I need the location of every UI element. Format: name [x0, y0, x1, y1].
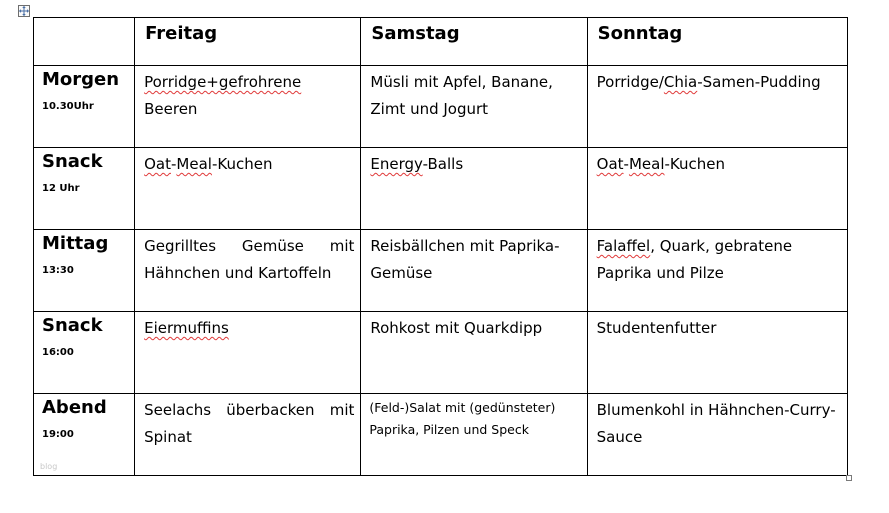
menu-cell-sonntag[interactable] [587, 230, 847, 312]
header-cell-freitag[interactable] [135, 18, 361, 66]
table-move-handle-icon[interactable] [18, 5, 30, 17]
menu-text-part: - [623, 155, 629, 173]
menu-text [588, 66, 847, 96]
menu-text-rest: -Samen-Pudding [697, 73, 821, 91]
menu-cell-samstag[interactable] [361, 230, 587, 312]
table-row [34, 148, 848, 230]
table-resize-handle[interactable] [846, 475, 852, 481]
meal-plan-table [33, 17, 848, 476]
menu-text-rest: Beeren [144, 100, 198, 118]
menu-text-rest: -Balls [422, 155, 464, 173]
menu-cell-freitag[interactable] [135, 230, 361, 312]
menu-text: Blumenkohl in Hähnchen-Curry-Sauce [596, 401, 836, 446]
menu-text: (Feld-)Salat mit (gedünsteter) Paprika, Pilzen und Speck [369, 400, 556, 437]
menu-text [135, 66, 360, 123]
meal-cell[interactable] [34, 148, 135, 230]
menu-text-rest: -Kuchen [664, 155, 725, 173]
menu-text-part: - [171, 155, 177, 173]
menu-text: Seelachs überbacken mit Spinat [144, 401, 355, 446]
meal-cell[interactable] [34, 66, 135, 148]
header-cell-samstag[interactable] [361, 18, 587, 66]
header-cell-empty[interactable] [34, 18, 135, 66]
spellcheck-word: Meal [628, 155, 665, 173]
spellcheck-word: Eiermuffins [144, 319, 229, 337]
menu-cell-freitag[interactable] [135, 312, 361, 394]
meal-label: Abend [42, 397, 107, 418]
menu-cell-freitag[interactable] [135, 394, 361, 476]
meal-time: 16:00 [42, 347, 74, 358]
menu-cell-sonntag[interactable] [587, 394, 847, 476]
menu-text-rest: -Kuchen [211, 155, 273, 173]
menu-text [361, 148, 586, 178]
menu-cell-samstag[interactable] [361, 66, 587, 148]
menu-cell-freitag[interactable] [135, 66, 361, 148]
meal-label: Mittag [42, 233, 109, 254]
meal-label: Snack [42, 315, 103, 336]
spellcheck-word: Chia [663, 73, 698, 91]
spellcheck-word: Porridge+gefrohrene [144, 73, 302, 91]
meal-label: Morgen [42, 69, 120, 90]
menu-text: Rohkost mit Quarkdipp [370, 319, 543, 337]
table-row [34, 312, 848, 394]
menu-text [135, 148, 360, 178]
meal-time: 12 Uhr [42, 183, 80, 194]
header-row [34, 18, 848, 66]
meal-time: 19:00 [42, 429, 74, 440]
menu-text-part: Porridge/ [596, 73, 664, 91]
meal-time: 13:30 [42, 265, 74, 276]
watermark-text: blog [40, 462, 58, 471]
header-cell-sonntag[interactable] [587, 18, 847, 66]
meal-label: Snack [42, 151, 103, 172]
menu-cell-sonntag[interactable] [587, 312, 847, 394]
menu-cell-samstag[interactable] [361, 148, 587, 230]
day-label-freitag: Freitag [145, 23, 218, 44]
menu-text: Gegrilltes Gemüse mit Hähnchen und Kartoffeln [144, 237, 355, 282]
spellcheck-word: Energy [370, 155, 423, 173]
meal-cell[interactable] [34, 312, 135, 394]
day-label-samstag: Samstag [371, 23, 460, 44]
spellcheck-word: Falaffel [596, 237, 651, 255]
table-row [34, 230, 848, 312]
menu-text: Müsli mit Apfel, Banane, Zimt und Jogurt [370, 73, 553, 118]
menu-cell-samstag[interactable] [361, 312, 587, 394]
spellcheck-word: Meal [176, 155, 212, 173]
menu-cell-samstag[interactable] [361, 394, 587, 476]
meal-time: 10.30Uhr [42, 101, 94, 112]
day-label-sonntag: Sonntag [597, 23, 683, 44]
menu-cell-sonntag[interactable] [587, 66, 847, 148]
menu-text-rest: , Quark, gebratene Paprika und Pilze [596, 237, 793, 282]
menu-text [588, 230, 847, 287]
menu-text [135, 312, 360, 342]
table-row [34, 66, 848, 148]
table-row [34, 394, 848, 476]
menu-text: Studentenfutter [596, 319, 717, 337]
menu-cell-freitag[interactable] [135, 148, 361, 230]
meal-cell[interactable] [34, 230, 135, 312]
spellcheck-word: Oat [144, 155, 171, 173]
menu-cell-sonntag[interactable] [587, 148, 847, 230]
menu-text: Reisbällchen mit Paprika-Gemüse [370, 237, 560, 282]
menu-text [588, 148, 847, 178]
spellcheck-word: Oat [596, 155, 624, 173]
